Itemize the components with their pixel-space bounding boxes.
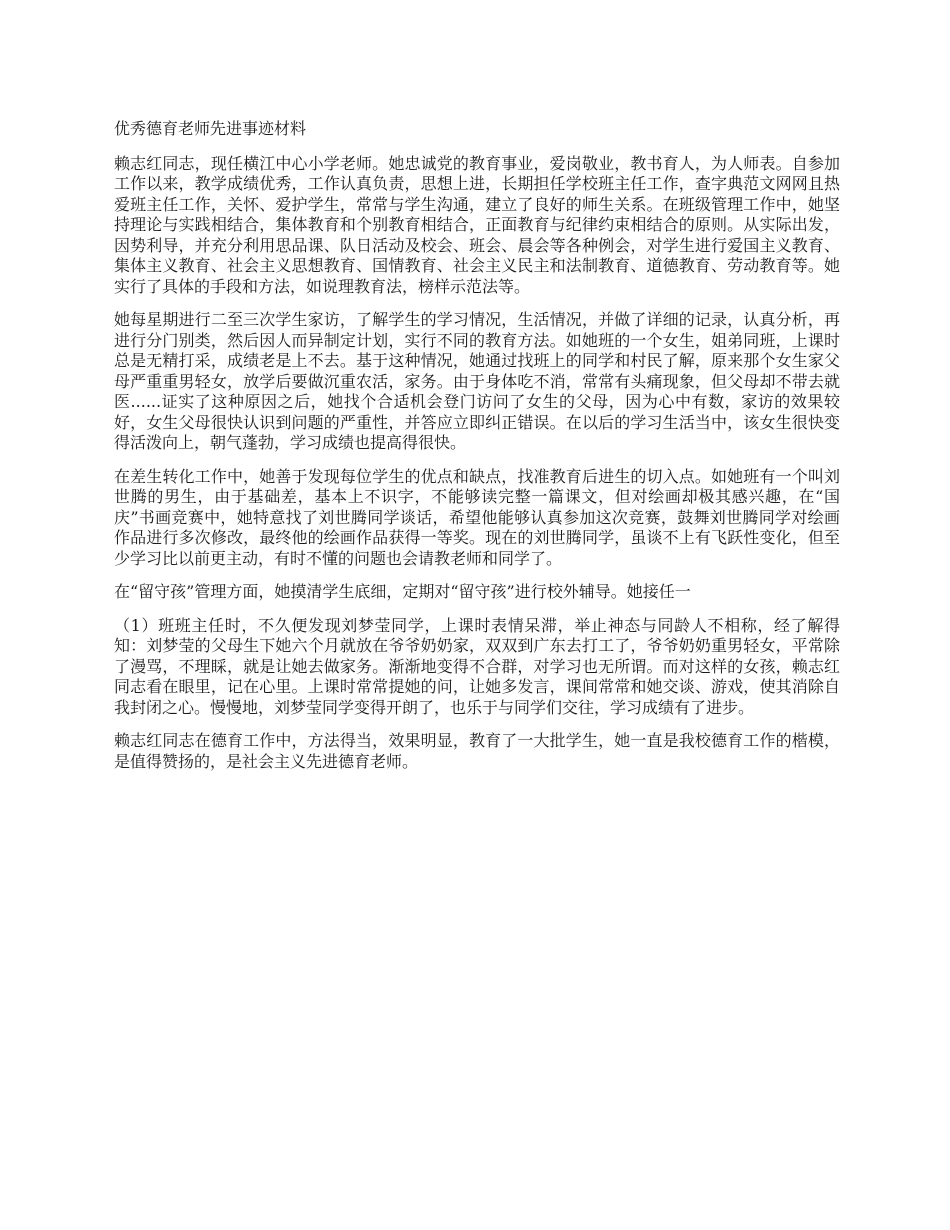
paragraph-5: （1）班班主任时，不久便发现刘梦莹同学，上课时表情呆滞，举止神态与同龄人不相称，经了解得知：刘梦莹的父母生下她六个月就放在爷爷奶奶家，双双到广东去打工了，爷爷奶奶重男轻女，平常除了漫骂，不理睬，就是让她去做家务。渐渐地变得不合群，对学习也无所谓。而对这样的女孩，赖志红同志看在眼里，记在心里。上课时常常提她的问，让她多发言，课间常常和她交谈、游戏，使其消除自我封闭之心。慢慢地，刘梦莹同学变得开朗了，也乐于与同学们交往，学习成绩有了进步。 <box>114 615 840 717</box>
paragraph-6: 赖志红同志在德育工作中，方法得当，效果明显，教育了一大批学生，她一直是我校德育工作的楷模，是值得赞扬的，是社会主义先进德育老师。 <box>114 731 840 771</box>
document-title: 优秀德育老师先进事迹材料 <box>114 119 307 138</box>
document-page <box>114 119 840 785</box>
paragraph-3: 在差生转化工作中，她善于发现每位学生的优点和缺点，找准教育后进生的切入点。如她班有一个叫刘世腾的男生，由于基础差，基本上不识字，不能够读完整一篇课文，但对绘画却极其感兴趣，在“国庆”书画竞赛中，她特意找了刘世腾同学谈话，希望他能够认真参加这次竞赛，鼓舞刘世腾同学对绘画作品进行多次修改，最终他的绘画作品获得一等奖。现在的刘世腾同学，虽谈不上有飞跃性变化，但至少学习比以前更主动，有时不懂的问题也会请教老师和同学了。 <box>114 466 840 568</box>
paragraph-1: 赖志红同志，现任横江中心小学老师。她忠诚党的教育事业，爱岗敬业，教书育人，为人师表。自参加工作以来，教学成绩优秀，工作认真负责，思想上进，长期担任学校班主任工作，查字典范文网网且热爱班主任工作，关怀、爱护学生，常常与学生沟通，建立了良好的师生关系。在班级管理工作中，她坚持理论与实践相结合，集体教育和个别教育相结合，正面教育与纪律约束相结合的原则。从实际出发，因势利导，并充分利用思品课、队日活动及校会、班会、晨会等各种例会，对学生进行爱国主义教育、集体主义教育、社会主义思想教育、国情教育、社会主义民主和法制教育、道德教育、劳动教育等。她实行了具体的手段和方法，如说理教育法，榜样示范法等。 <box>114 153 840 296</box>
paragraph-4: 在“留守孩”管理方面，她摸清学生底细，定期对“留守孩”进行校外辅导。她接任一 <box>114 582 691 601</box>
paragraph-2: 她每星期进行二至三次学生家访，了解学生的学习情况，生活情况，并做了详细的记录，认真分析，再进行分门别类，然后因人而异制定计划，实行不同的教育方法。如她班的一个女生，姐弟同班，上课时总是无精打采，成绩老是上不去。基于这种情况，她通过找班上的同学和村民了解，原来那个女生家父母严重重男轻女，放学后要做沉重农活，家务。由于身体吃不消，常常有头痛现象，但父母却不带去就医......证实了这种原因之后，她找个合适机会登门访问了女生的父母，因为心中有数，家访的效果较好，女生父母很快认识到问题的严重性，并答应立即纠正错误。在以后的学习生活当中，该女生很快变得活泼向上，朝气蓬勃，学习成绩也提高得很快。 <box>114 310 840 452</box>
